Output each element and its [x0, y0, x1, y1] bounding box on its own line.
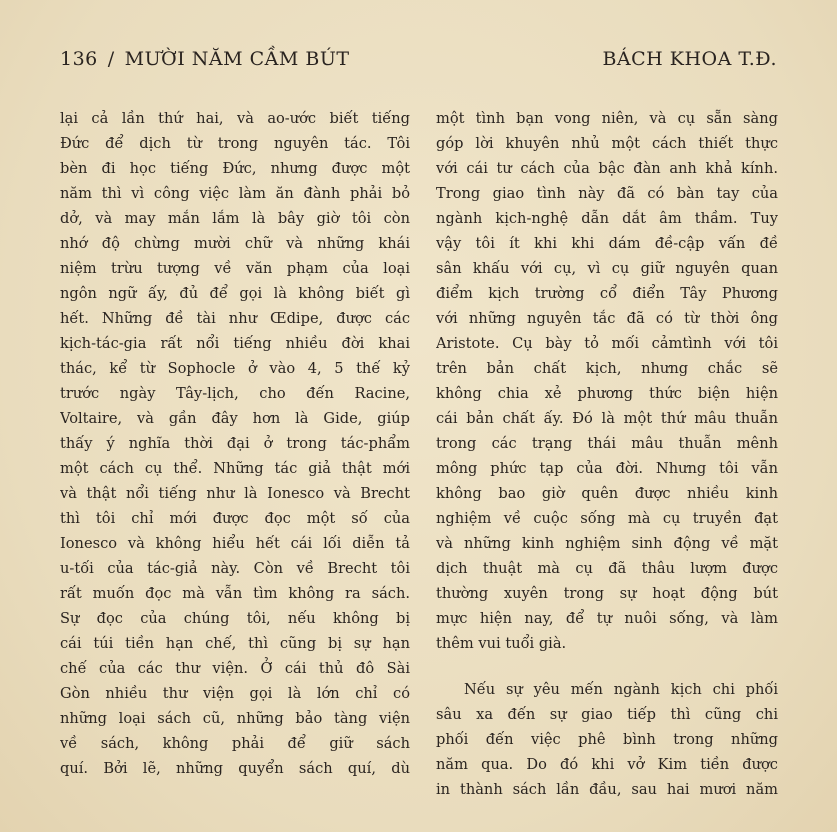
text-line: Trong giao tình này đã có bàn tay của	[436, 185, 778, 202]
text-line: trước ngày Tây-lịch, cho đến Racine,	[60, 385, 410, 402]
text-line: góp lời khuyên nhủ một cách thiết thực	[436, 135, 778, 152]
left-text-column	[60, 106, 410, 781]
text-line: niệm trừu tượng về văn phạm của loại	[60, 260, 410, 277]
text-line: hết. Những đề tài như Œdipe, được các	[60, 310, 410, 327]
text-line: rất muốn đọc mà vẫn tìm không ra sách.	[60, 585, 410, 602]
text-line: kịch-tác-gia rất nổi tiếng nhiều đời khai	[60, 335, 410, 352]
publication-title: BÁCH KHOA T.Đ.	[602, 48, 777, 70]
right-text-column	[436, 106, 778, 802]
paragraph-gap	[436, 656, 778, 677]
text-line: không bao giờ quên được nhiều kinh	[436, 485, 778, 502]
text-line: và thật nổi tiếng như là Ionesco và Brecht	[60, 485, 410, 502]
text-line: thác, kể từ Sophocle ở vào 4, 5 thế kỷ	[60, 360, 410, 377]
text-line: Nếu sự yêu mến ngành kịch chi phối	[464, 681, 778, 698]
text-line: lại cả lần thứ hai, và ao-ước biết tiếng	[60, 110, 410, 127]
text-line: mông phức tạp của đời. Nhưng tôi vẫn	[436, 460, 778, 477]
right-paragraph-1	[436, 106, 778, 656]
text-line: Sự đọc của chúng tôi, nếu không bị	[60, 610, 410, 627]
header-left	[60, 48, 350, 70]
text-line: in thành sách lần đầu, sau hai mươi năm	[436, 781, 778, 798]
section-title: MƯỜI NĂM CẦM BÚT	[124, 48, 350, 70]
text-line: thấy ý nghĩa thời đại ở trong tác-phẩm	[60, 435, 410, 452]
text-line: Ionesco và không hiểu hết cái lối diễn tả	[60, 535, 410, 552]
header-separator: /	[107, 48, 115, 70]
text-line: nghiệm về cuộc sống mà cụ truyền đạt	[436, 510, 778, 527]
text-line: nhớ độ chừng mười chữ và những khái	[60, 235, 410, 252]
text-line: dịch thuật mà cụ đã thâu lượm được	[436, 560, 778, 577]
text-line: cái túi tiền hạn chế, thì cũng bị sự hạn	[60, 635, 410, 652]
text-line: trong các trạng thái mâu thuẫn mênh	[436, 435, 778, 452]
text-line: bèn đi học tiếng Đức, nhưng được một	[60, 160, 410, 177]
page-number: 136	[60, 48, 98, 70]
text-line: những loại sách cũ, những bảo tàng viện	[60, 710, 410, 727]
text-line: trên bản chất kịch, nhưng chắc sẽ	[436, 360, 778, 377]
text-line: với những nguyên tắc đã có từ thời ông	[436, 310, 778, 327]
text-line: ngành kịch-nghệ dẫn dắt âm thầm. Tuy	[436, 210, 778, 227]
text-line: u-tối của tác-giả này. Còn về Brecht tôi	[60, 560, 410, 577]
right-paragraph-2	[436, 677, 778, 802]
text-line: ngôn ngữ ấy, đủ để gọi là không biết gì	[60, 285, 410, 302]
text-line: Gòn nhiều thư viện gọi là lớn chỉ có	[60, 685, 410, 702]
text-line: thường xuyên trong sự hoạt động bút	[436, 585, 778, 602]
text-line: Đức để dịch từ trong nguyên tác. Tôi	[60, 135, 410, 152]
text-line: năm thì vì công việc làm ăn đành phải bỏ	[60, 185, 410, 202]
text-line: vậy tôi ít khi khi dám đề-cập vấn đề	[436, 235, 778, 252]
text-line: không chia xẻ phương thức biện hiện	[436, 385, 778, 402]
text-line: dở, và may mắn lắm là bây giờ tôi còn	[60, 210, 410, 227]
text-line: và những kinh nghiệm sinh động về mặt	[436, 535, 778, 552]
text-line: về sách, không phải để giữ sách	[60, 735, 410, 752]
text-line: cái bản chất ấy. Đó là một thứ mâu thuẫn	[436, 410, 778, 427]
text-line: chế của các thư viện. Ở cái thủ đô Sài	[60, 660, 410, 677]
text-line: mực hiện nay, để tự nuôi sống, và làm	[436, 610, 778, 627]
text-line: năm qua. Do đó khi vở Kim tiền được	[436, 756, 778, 773]
text-line: một tình bạn vong niên, và cụ sẵn sàng	[436, 110, 778, 127]
text-line: sân khấu với cụ, vì cụ giữ nguyên quan	[436, 260, 778, 277]
text-line: Voltaire, và gần đây hơn là Gide, giúp	[60, 410, 410, 427]
text-line: một cách cụ thể. Những tác giả thật mới	[60, 460, 410, 477]
text-line: quí. Bởi lẽ, những quyển sách quí, dù	[60, 760, 410, 777]
text-line: sâu xa đến sự giao tiếp thì cũng chi	[436, 706, 778, 723]
text-line: phối đến việc phê bình trong những	[436, 731, 778, 748]
text-line: thêm vui tuổi già.	[436, 635, 567, 652]
text-line: Aristote. Cụ bày tỏ mối cảmtình với tôi	[436, 335, 778, 352]
text-line: điểm kịch trường cổ điển Tây Phương	[436, 285, 778, 302]
running-header	[60, 48, 777, 78]
text-line: thì tôi chỉ mới được đọc một số của	[60, 510, 410, 527]
text-line: với cái tư cách của bậc đàn anh khả kính.	[436, 160, 778, 177]
